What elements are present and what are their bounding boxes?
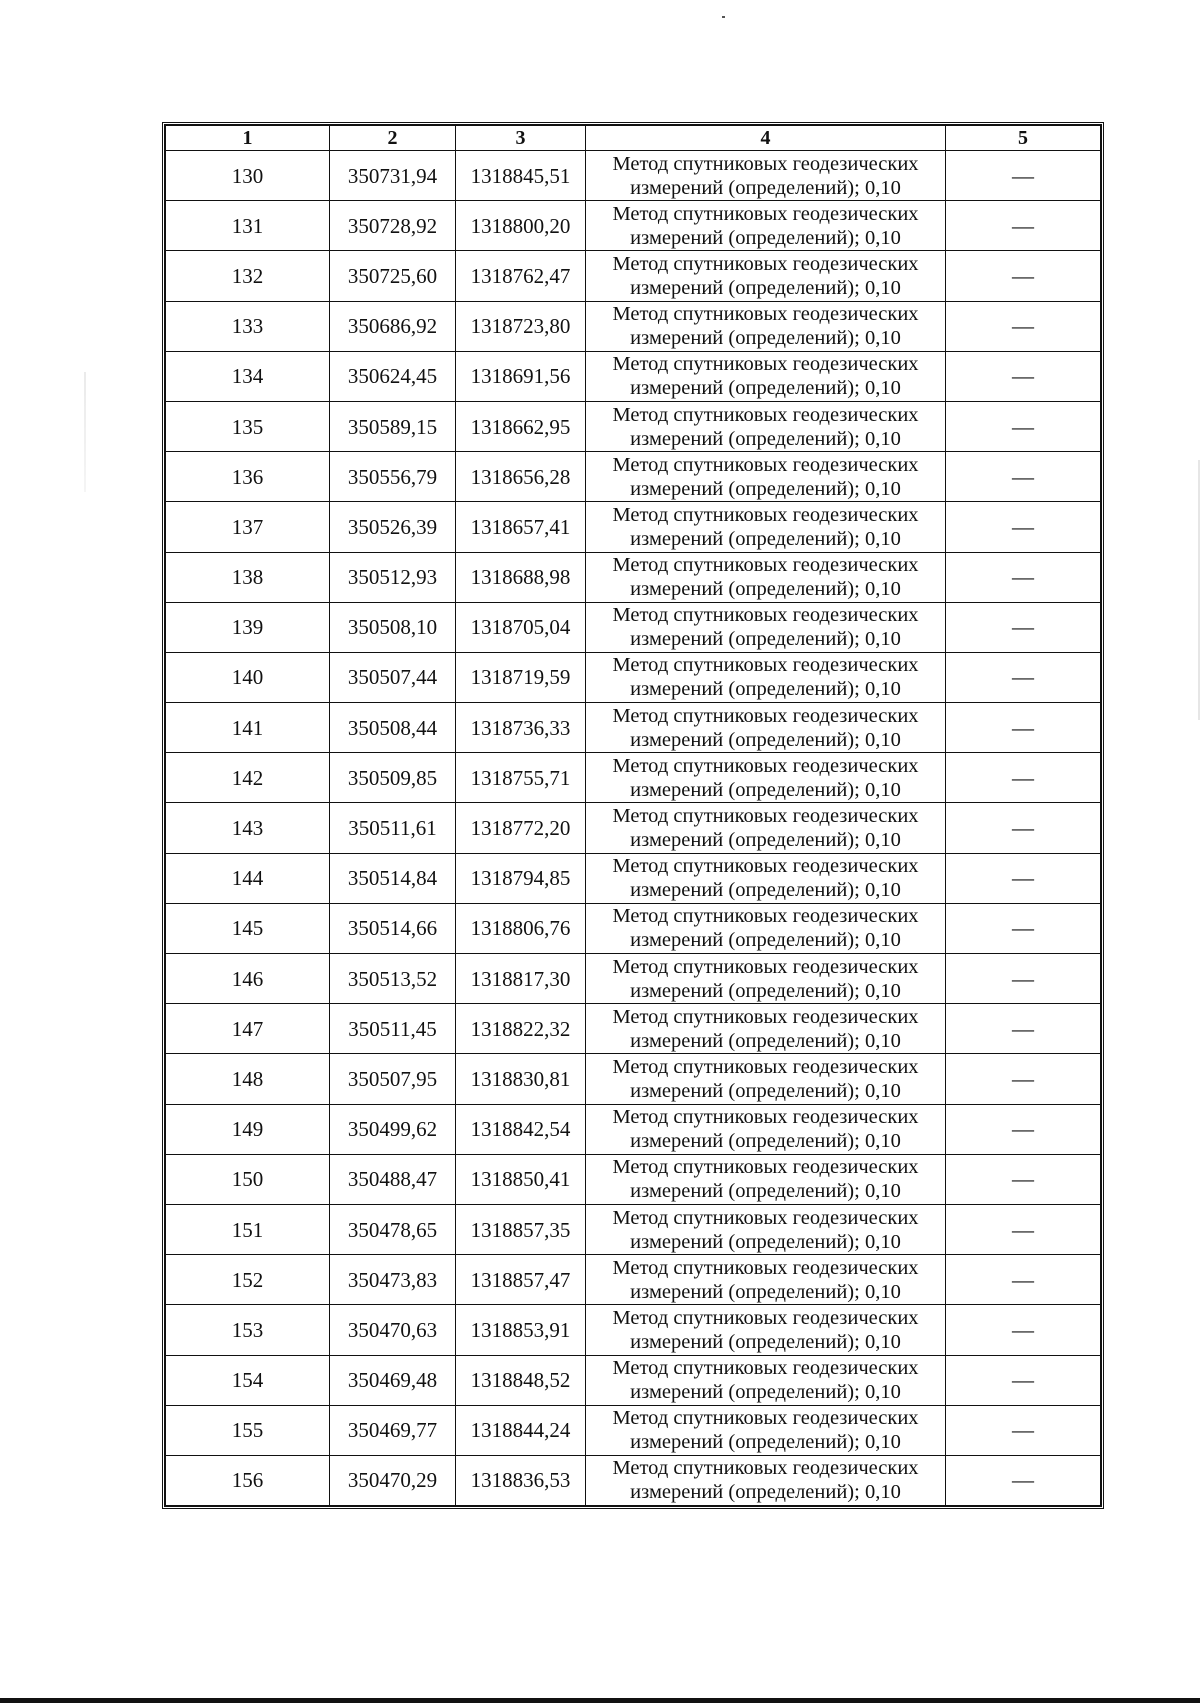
scan-speck <box>722 16 725 18</box>
method-line-2: измерений (определений); 0,10 <box>630 1280 901 1303</box>
description-cell: — <box>946 1004 1101 1054</box>
coordinate-x-cell: 350556,79 <box>330 452 456 502</box>
point-number-cell: 154 <box>166 1355 330 1405</box>
point-number-cell: 151 <box>166 1204 330 1254</box>
coordinate-y-cell: 1318688,98 <box>456 552 586 602</box>
table-row <box>166 753 1101 803</box>
point-number-cell: 146 <box>166 954 330 1004</box>
method-line-1: Метод спутниковых геодезических <box>612 252 919 275</box>
description-cell: — <box>946 1355 1101 1405</box>
method-line-2: измерений (определений); 0,10 <box>630 477 901 500</box>
method-line-1: Метод спутниковых геодезических <box>612 353 919 376</box>
description-cell: — <box>946 1104 1101 1154</box>
header-col-1: 1 <box>166 126 330 151</box>
description-cell: — <box>946 452 1101 502</box>
coordinate-x-cell: 350508,44 <box>330 703 456 753</box>
point-number-cell: 150 <box>166 1154 330 1204</box>
table-row <box>166 1355 1101 1405</box>
coordinate-y-cell: 1318836,53 <box>456 1455 586 1505</box>
method-line-2: измерений (определений); 0,10 <box>630 678 901 701</box>
method-cell <box>586 803 946 853</box>
table-row <box>166 351 1101 401</box>
method-line-1: Метод спутниковых геодезических <box>612 453 919 476</box>
method-line-1: Метод спутниковых геодезических <box>612 1156 919 1179</box>
description-cell: — <box>946 552 1101 602</box>
coordinate-y-cell: 1318762,47 <box>456 251 586 301</box>
table-row <box>166 954 1101 1004</box>
coordinate-x-cell: 350511,45 <box>330 1004 456 1054</box>
table-row <box>166 602 1101 652</box>
method-line-1: Метод спутниковых геодезических <box>612 202 919 225</box>
coordinate-y-cell: 1318691,56 <box>456 351 586 401</box>
description-cell: — <box>946 853 1101 903</box>
method-line-2: измерений (определений); 0,10 <box>630 1079 901 1102</box>
method-line-1: Метод спутниковых геодезических <box>612 754 919 777</box>
point-number-cell: 149 <box>166 1104 330 1154</box>
point-number-cell: 135 <box>166 401 330 451</box>
table-row <box>166 903 1101 953</box>
point-number-cell: 132 <box>166 251 330 301</box>
table-row <box>166 1004 1101 1054</box>
method-line-2: измерений (определений); 0,10 <box>630 778 901 801</box>
method-cell <box>586 1154 946 1204</box>
method-cell <box>586 652 946 702</box>
coordinate-x-cell: 350725,60 <box>330 251 456 301</box>
header-row <box>166 126 1101 151</box>
coordinate-x-cell: 350469,48 <box>330 1355 456 1405</box>
coordinate-x-cell: 350488,47 <box>330 1154 456 1204</box>
coordinate-x-cell: 350526,39 <box>330 502 456 552</box>
table-row <box>166 251 1101 301</box>
method-cell <box>586 1405 946 1455</box>
coordinate-x-cell: 350473,83 <box>330 1255 456 1305</box>
method-cell <box>586 853 946 903</box>
point-number-cell: 152 <box>166 1255 330 1305</box>
description-cell: — <box>946 502 1101 552</box>
method-cell <box>586 1004 946 1054</box>
coordinate-x-cell: 350512,93 <box>330 552 456 602</box>
description-cell: — <box>946 251 1101 301</box>
description-cell: — <box>946 201 1101 251</box>
point-number-cell: 130 <box>166 151 330 201</box>
method-line-1: Метод спутниковых геодезических <box>612 855 919 878</box>
coordinates-table-frame <box>162 122 1104 1509</box>
coordinate-y-cell: 1318845,51 <box>456 151 586 201</box>
point-number-cell: 140 <box>166 652 330 702</box>
description-cell: — <box>946 351 1101 401</box>
method-cell <box>586 301 946 351</box>
description-cell: — <box>946 954 1101 1004</box>
table-row <box>166 1154 1101 1204</box>
table-row <box>166 301 1101 351</box>
method-cell <box>586 903 946 953</box>
coordinate-y-cell: 1318800,20 <box>456 201 586 251</box>
method-cell <box>586 954 946 1004</box>
table-row <box>166 1255 1101 1305</box>
method-line-1: Метод спутниковых геодезических <box>612 654 919 677</box>
coordinate-x-cell: 350728,92 <box>330 201 456 251</box>
coordinates-table <box>165 125 1101 1506</box>
point-number-cell: 155 <box>166 1405 330 1455</box>
coordinate-x-cell: 350507,95 <box>330 1054 456 1104</box>
coordinate-y-cell: 1318736,33 <box>456 703 586 753</box>
coordinate-x-cell: 350624,45 <box>330 351 456 401</box>
description-cell: — <box>946 1054 1101 1104</box>
coordinate-y-cell: 1318662,95 <box>456 401 586 451</box>
point-number-cell: 139 <box>166 602 330 652</box>
header-col-5: 5 <box>946 126 1101 151</box>
method-cell <box>586 201 946 251</box>
method-line-2: измерений (определений); 0,10 <box>630 829 901 852</box>
method-line-1: Метод спутниковых геодезических <box>612 1306 919 1329</box>
method-cell <box>586 251 946 301</box>
table-row <box>166 1104 1101 1154</box>
method-line-1: Метод спутниковых геодезических <box>612 604 919 627</box>
description-cell: — <box>946 1255 1101 1305</box>
point-number-cell: 142 <box>166 753 330 803</box>
description-cell: — <box>946 602 1101 652</box>
coordinate-x-cell: 350511,61 <box>330 803 456 853</box>
method-line-2: измерений (определений); 0,10 <box>630 226 901 249</box>
description-cell: — <box>946 903 1101 953</box>
method-cell <box>586 602 946 652</box>
table-row <box>166 1455 1101 1505</box>
coordinate-y-cell: 1318656,28 <box>456 452 586 502</box>
method-line-2: измерений (определений); 0,10 <box>630 1230 901 1253</box>
coordinate-x-cell: 350469,77 <box>330 1405 456 1455</box>
point-number-cell: 144 <box>166 853 330 903</box>
method-line-1: Метод спутниковых геодезических <box>612 1407 919 1430</box>
coordinate-y-cell: 1318857,47 <box>456 1255 586 1305</box>
table-row <box>166 652 1101 702</box>
table-row <box>166 552 1101 602</box>
method-cell <box>586 1255 946 1305</box>
description-cell: — <box>946 301 1101 351</box>
coordinate-y-cell: 1318817,30 <box>456 954 586 1004</box>
method-cell <box>586 401 946 451</box>
table-row <box>166 201 1101 251</box>
description-cell: — <box>946 652 1101 702</box>
method-line-2: измерений (определений); 0,10 <box>630 929 901 952</box>
header-col-3: 3 <box>456 126 586 151</box>
method-cell <box>586 1305 946 1355</box>
scan-shadow-left <box>84 372 86 492</box>
coordinate-x-cell: 350507,44 <box>330 652 456 702</box>
method-cell <box>586 1455 946 1505</box>
method-line-1: Метод спутниковых геодезических <box>612 905 919 928</box>
point-number-cell: 147 <box>166 1004 330 1054</box>
table-row <box>166 1204 1101 1254</box>
coordinate-x-cell: 350478,65 <box>330 1204 456 1254</box>
method-line-1: Метод спутниковых геодезических <box>612 704 919 727</box>
point-number-cell: 131 <box>166 201 330 251</box>
description-cell: — <box>946 703 1101 753</box>
coordinate-x-cell: 350513,52 <box>330 954 456 1004</box>
method-line-2: измерений (определений); 0,10 <box>630 527 901 550</box>
method-line-2: измерений (определений); 0,10 <box>630 1130 901 1153</box>
coordinate-y-cell: 1318850,41 <box>456 1154 586 1204</box>
method-line-1: Метод спутниковых геодезических <box>612 1055 919 1078</box>
coordinate-y-cell: 1318794,85 <box>456 853 586 903</box>
description-cell: — <box>946 1455 1101 1505</box>
method-line-2: измерений (определений); 0,10 <box>630 1180 901 1203</box>
coordinate-x-cell: 350499,62 <box>330 1104 456 1154</box>
description-cell: — <box>946 1204 1101 1254</box>
method-cell <box>586 703 946 753</box>
method-line-2: измерений (определений); 0,10 <box>630 628 901 651</box>
method-line-2: измерений (определений); 0,10 <box>630 1481 901 1504</box>
method-line-1: Метод спутниковых геодезических <box>612 403 919 426</box>
method-line-2: измерений (определений); 0,10 <box>630 979 901 1002</box>
description-cell: — <box>946 1305 1101 1355</box>
method-line-1: Метод спутниковых геодезических <box>612 303 919 326</box>
method-cell <box>586 351 946 401</box>
method-line-2: измерений (определений); 0,10 <box>630 176 901 199</box>
coordinate-y-cell: 1318848,52 <box>456 1355 586 1405</box>
method-cell <box>586 1355 946 1405</box>
coordinate-x-cell: 350589,15 <box>330 401 456 451</box>
point-number-cell: 143 <box>166 803 330 853</box>
table-row <box>166 703 1101 753</box>
coordinate-y-cell: 1318830,81 <box>456 1054 586 1104</box>
coordinate-x-cell: 350514,84 <box>330 853 456 903</box>
coordinate-x-cell: 350470,29 <box>330 1455 456 1505</box>
coordinate-x-cell: 350514,66 <box>330 903 456 953</box>
point-number-cell: 156 <box>166 1455 330 1505</box>
method-line-2: измерений (определений); 0,10 <box>630 427 901 450</box>
method-line-1: Метод спутниковых геодезических <box>612 152 919 175</box>
coordinate-y-cell: 1318705,04 <box>456 602 586 652</box>
method-line-2: измерений (определений); 0,10 <box>630 1381 901 1404</box>
coordinate-y-cell: 1318657,41 <box>456 502 586 552</box>
description-cell: — <box>946 803 1101 853</box>
table-row <box>166 1405 1101 1455</box>
method-line-1: Метод спутниковых геодезических <box>612 1005 919 1028</box>
point-number-cell: 134 <box>166 351 330 401</box>
method-line-1: Метод спутниковых геодезических <box>612 554 919 577</box>
point-number-cell: 148 <box>166 1054 330 1104</box>
description-cell: — <box>946 1154 1101 1204</box>
coordinate-x-cell: 350508,10 <box>330 602 456 652</box>
method-cell <box>586 151 946 201</box>
coordinate-y-cell: 1318719,59 <box>456 652 586 702</box>
method-line-1: Метод спутниковых геодезических <box>612 805 919 828</box>
method-cell <box>586 1104 946 1154</box>
coordinate-x-cell: 350509,85 <box>330 753 456 803</box>
method-cell <box>586 552 946 602</box>
description-cell: — <box>946 1405 1101 1455</box>
description-cell: — <box>946 151 1101 201</box>
method-line-2: измерений (определений); 0,10 <box>630 377 901 400</box>
method-line-1: Метод спутниковых геодезических <box>612 1206 919 1229</box>
method-line-2: измерений (определений); 0,10 <box>630 1330 901 1353</box>
scan-bottom-edge <box>0 1698 1200 1703</box>
method-cell <box>586 502 946 552</box>
coordinate-y-cell: 1318723,80 <box>456 301 586 351</box>
point-number-cell: 153 <box>166 1305 330 1355</box>
method-line-2: измерений (определений); 0,10 <box>630 879 901 902</box>
method-line-1: Метод спутниковых геодезических <box>612 1256 919 1279</box>
method-cell <box>586 1054 946 1104</box>
description-cell: — <box>946 753 1101 803</box>
coordinate-y-cell: 1318857,35 <box>456 1204 586 1254</box>
table-header <box>166 126 1101 151</box>
coordinate-x-cell: 350731,94 <box>330 151 456 201</box>
coordinate-x-cell: 350686,92 <box>330 301 456 351</box>
method-line-1: Метод спутниковых геодезических <box>612 1357 919 1380</box>
point-number-cell: 145 <box>166 903 330 953</box>
table-row <box>166 803 1101 853</box>
table-row <box>166 401 1101 451</box>
method-line-2: измерений (определений); 0,10 <box>630 1431 901 1454</box>
point-number-cell: 137 <box>166 502 330 552</box>
point-number-cell: 138 <box>166 552 330 602</box>
table-row <box>166 1305 1101 1355</box>
coordinate-y-cell: 1318844,24 <box>456 1405 586 1455</box>
header-col-4: 4 <box>586 126 946 151</box>
point-number-cell: 141 <box>166 703 330 753</box>
method-line-1: Метод спутниковых геодезических <box>612 955 919 978</box>
method-line-2: измерений (определений); 0,10 <box>630 578 901 601</box>
point-number-cell: 136 <box>166 452 330 502</box>
method-line-1: Метод спутниковых геодезических <box>612 503 919 526</box>
coordinate-y-cell: 1318853,91 <box>456 1305 586 1355</box>
table-row <box>166 853 1101 903</box>
coordinate-y-cell: 1318822,32 <box>456 1004 586 1054</box>
table-row <box>166 151 1101 201</box>
table-body <box>166 151 1101 1506</box>
method-line-2: измерений (определений); 0,10 <box>630 276 901 299</box>
coordinate-y-cell: 1318842,54 <box>456 1104 586 1154</box>
coordinate-y-cell: 1318806,76 <box>456 903 586 953</box>
method-line-2: измерений (определений); 0,10 <box>630 327 901 350</box>
table-row <box>166 502 1101 552</box>
point-number-cell: 133 <box>166 301 330 351</box>
method-cell <box>586 452 946 502</box>
method-line-2: измерений (определений); 0,10 <box>630 1029 901 1052</box>
header-col-2: 2 <box>330 126 456 151</box>
method-line-2: измерений (определений); 0,10 <box>630 728 901 751</box>
coordinate-y-cell: 1318772,20 <box>456 803 586 853</box>
method-cell <box>586 753 946 803</box>
coordinate-y-cell: 1318755,71 <box>456 753 586 803</box>
coordinate-x-cell: 350470,63 <box>330 1305 456 1355</box>
method-line-1: Метод спутниковых геодезических <box>612 1457 919 1480</box>
table-row <box>166 452 1101 502</box>
table-row <box>166 1054 1101 1104</box>
method-cell <box>586 1204 946 1254</box>
description-cell: — <box>946 401 1101 451</box>
method-line-1: Метод спутниковых геодезических <box>612 1106 919 1129</box>
